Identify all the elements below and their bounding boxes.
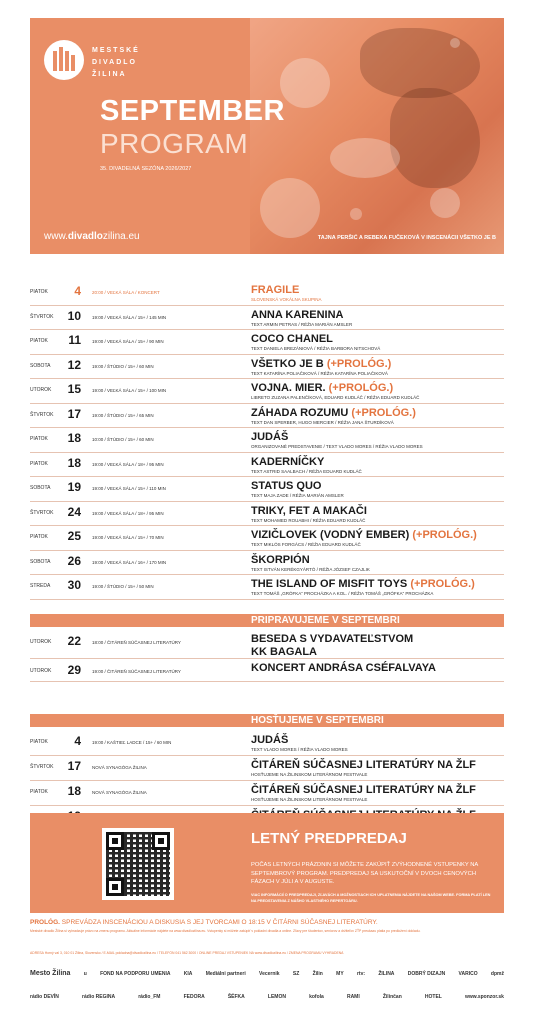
row-credits: TEXT VLADO MORES / RÉŽIA VLADO MORES	[251, 747, 348, 752]
row-credits: TEXT KATARÍNA POLIAČIKOVÁ / RÉŽIA KATARÍNA POLIAČIKOVÁ	[251, 370, 388, 376]
show-name: THE ISLAND OF MISFIT TOYS	[251, 578, 408, 590]
row-day: UTOROK	[30, 668, 52, 674]
program-row[interactable]	[30, 428, 504, 453]
prolog-badge: (+PROLÓG.)	[412, 529, 477, 541]
page-title: SEPTEMBER	[100, 95, 285, 127]
row-title[interactable]	[251, 358, 391, 370]
row-credits: TEXT ASTRID SAALBACH / RÉŽIA EDUARD KUDLÁČ	[251, 468, 362, 474]
row-day: STREDA	[30, 583, 51, 589]
row-title[interactable]	[251, 407, 416, 419]
theatre-logo[interactable]	[44, 40, 84, 80]
show-name: TRIKY, FET A MAKAČI	[251, 504, 367, 517]
program-row[interactable]	[30, 453, 504, 478]
page-subtitle: PROGRAM	[100, 128, 249, 159]
row-day: SOBOTA	[30, 558, 51, 565]
row-day: ŠTVRTOK	[30, 509, 54, 516]
program-row[interactable]	[30, 355, 504, 380]
row-date: 15	[67, 382, 81, 396]
row-credits: TEXT DANIELA BREZÁNIOVÁ / RÉŽIA BARBORA NITSCHOVÁ	[251, 346, 381, 351]
partner-logo[interactable]: rádio REGINA	[82, 994, 116, 1000]
show-name: JUDÁŠ	[251, 431, 289, 443]
row-info: 19:00 / VEĽKÁ SÁLA / 15+ / 110 MIN	[92, 486, 166, 491]
row-title[interactable]	[251, 456, 324, 468]
program-row[interactable]	[30, 306, 504, 331]
row-title[interactable]: BESEDA S VYDAVATEĽSTVOM	[251, 633, 414, 645]
row-day: PIATOK	[30, 289, 48, 295]
partner-logo[interactable]: dpmž	[490, 970, 504, 977]
show-name: VIZIČLOVEK (VODNÝ EMBER)	[251, 529, 410, 541]
row-credits: SLOVENSKÁ VOKÁLNA SKUPINA	[251, 297, 322, 302]
guest-row[interactable]	[30, 781, 504, 806]
row-date: 26	[67, 553, 81, 568]
row-title[interactable]	[251, 505, 367, 517]
row-day: PIATOK	[30, 739, 48, 745]
row-credits: HOSŤUJEME NA ŽILINSKOM LITERÁRNOM FESTIVALE	[251, 772, 368, 777]
partner-logo[interactable]: Žilinčan	[382, 994, 402, 1000]
row-title[interactable]	[251, 284, 299, 296]
row-info: 20:00 / VEĽKÁ SÁLA / KONCERT	[92, 290, 160, 295]
partner-logo[interactable]: u	[83, 970, 87, 977]
program-row[interactable]	[30, 575, 504, 600]
show-name: KADERNÍČKY	[251, 455, 325, 468]
prolog-badge: (+PROLÓG.)	[326, 357, 392, 370]
row-info: 19:00 / VEĽKÁ SÁLA / 18+ / 95 MIN	[92, 510, 164, 516]
row-day: UTOROK	[30, 387, 52, 393]
hero-banner	[30, 18, 504, 254]
program-row[interactable]	[30, 404, 504, 429]
partner-logo[interactable]: rádio DEVÍN	[30, 994, 59, 1000]
summer-note: VIAC INFORMÁCIÍ O PREDPREDAJI, ZĽAVÁCH A MOŽNOSTIACH ICH UPLATNENIA NÁJDETE NA NAŠOM WEBE. FORMA PLATÍ LEN NA PREDSTAVENIA Z NÁŠHO VLASTNÉHO REPERTOÁRU.	[251, 893, 491, 903]
partner-logo[interactable]: Vecernik	[259, 970, 280, 977]
row-title[interactable]	[251, 529, 477, 541]
summer-text: POČAS LETNÝCH PRÁZDNIN SI MÔŽETE ZAKÚPIŤ ZVÝHODNENÉ VSTUPENKY NA SEPTEMBROVÝ PROGRAM. PREDPREDAJ SA USKUTOČNÍ V DVOCH CENOVÝCH FÁZACH V JÚLI A V AUGUSTE.	[251, 862, 478, 885]
partner-logo[interactable]: DOBRÝ DIZAJN	[407, 970, 446, 977]
show-name: STATUS QUO	[251, 480, 322, 492]
row-date: 29	[67, 663, 81, 677]
show-name: VŠETKO JE B	[251, 357, 324, 370]
row-date: 17	[67, 759, 81, 773]
guest-row[interactable]	[30, 756, 504, 781]
row-credits: ORGANIZOVANÉ PREDSTAVENIE / TEXT VLADO MORES / RÉŽIA VLADO MORES	[251, 444, 423, 449]
row-date: 25	[67, 529, 81, 543]
row-info: 19:00 / VEĽKÁ SÁLA / 15+ / 100 MIN	[92, 388, 167, 393]
partner-logo[interactable]: Mesto Žilina	[30, 970, 71, 977]
row-date: 10	[67, 308, 81, 323]
row-title[interactable]	[251, 309, 343, 321]
guest-row[interactable]	[30, 731, 504, 756]
partner-logo[interactable]: kofola	[309, 994, 324, 1000]
contact-line: ADRESA Horný val 3, 010 01 Žilina, Slovensko / E-MAIL pokladna@divadlozilina.eu / TELEFÓN 041 562 3000 / ONLINE PREDAJ VSTUPENIEK NA www.divadlozilina.eu / ZMENA PROGRAMU VYHRADENÁ	[30, 951, 344, 955]
row-title[interactable]: JUDÁŠ	[251, 734, 289, 746]
program-row[interactable]	[30, 330, 504, 355]
program-row[interactable]	[30, 379, 504, 404]
row-info: NOVÁ SYNAGÓGA ŽILINA	[92, 765, 147, 770]
season-label: 35. DIVADELNÁ SEZÓNA 2026/2027	[100, 166, 192, 172]
row-info: 19:00 / VEĽKÁ SÁLA / 16+ / 170 MIN	[92, 559, 167, 565]
partner-logos-row1	[30, 970, 504, 977]
partner-logo[interactable]: SZ	[292, 970, 300, 977]
partner-logo[interactable]: rtv:	[356, 970, 366, 977]
prolog-badge: (+PROLÓG.)	[328, 382, 394, 394]
prepare-row[interactable]	[30, 660, 504, 682]
row-credits: TEXT ISTVÁN KERÉKGYÁRTÓ / RÉŽIA JÓZSEF CZAJLIK	[251, 566, 370, 572]
row-title[interactable]: KONCERT ANDRÁSA CSÉFALVAYA	[251, 662, 436, 674]
row-credits: TEXT DAN SPERBER, HUGO MERCIER / RÉŽIA JANA ŠTURDÍKOVÁ	[251, 419, 394, 425]
partner-logo[interactable]: ŠÉFKA	[227, 994, 245, 1000]
show-name: FRAGILE	[251, 284, 300, 296]
qr-code-icon[interactable]	[102, 828, 174, 900]
show-name: ZÁHADA ROZUMU	[251, 406, 349, 419]
row-day: SOBOTA	[30, 362, 51, 369]
row-date: 24	[67, 504, 81, 519]
row-credits: TEXT MAJA ZADE / RÉŽIA MARIÁN AMSLER	[251, 493, 344, 498]
prolog-badge: (+PROLÓG.)	[351, 406, 416, 419]
website-link[interactable]: www.divadlozilina.eu	[44, 231, 140, 242]
row-info: 19:00 / VEĽKÁ SÁLA / 15+ / 145 MIN	[92, 314, 167, 320]
program-row[interactable]	[30, 281, 504, 306]
prolog-info: PROLÓG. SPREVÁDZA INSCENÁCIOU A DISKUSIA S JEJ TVORCAMI O 18:15 V ČITÁRNI SÚČASNEJ LITERATÚRY.	[30, 919, 378, 926]
row-info: 19:00 / ŠTÚDIO / 15+ / 65 MIN	[92, 412, 154, 418]
row-title[interactable]	[251, 333, 333, 345]
row-date: 4	[74, 284, 81, 298]
row-day: UTOROK	[30, 639, 52, 645]
row-day: PIATOK	[30, 534, 48, 540]
fine-print: Mestské divadlo Žilina si vyhradzuje právo na zmenu programu. Aktuálne informácie nájdete na www.divadlozilina.eu. Vstupenky si môžete zakúpiť v pokladni divadla a online. Zľavy pre študentov, seniorov a držiteľov ZŤP preukazu platia po predložení dokladu.	[30, 929, 421, 933]
partner-logo[interactable]: www.sponzor.sk	[464, 994, 504, 1000]
row-date: 30	[67, 578, 81, 592]
partner-logo[interactable]: Mediálni partneri	[205, 970, 246, 977]
row-credits: TEXT ARMIN PETRAS / RÉŽIA MARIÁN AMSLER	[251, 321, 353, 327]
row-title[interactable]: ČITÁREŇ SÚČASNEJ LITERATÚRY NA ŽLF	[251, 784, 476, 796]
program-row[interactable]	[30, 526, 504, 551]
row-info: 19:00 / VEĽKÁ SÁLA / 15+ / 70 MIN	[92, 535, 164, 540]
row-info: 19:00 / VEĽKÁ SÁLA / 15+ / 90 MIN	[92, 339, 164, 344]
prepare-row[interactable]	[30, 631, 504, 659]
row-credits: TEXT MOHAMED ROUABHI / RÉŽIA EDUARD KUDLÁČ	[251, 517, 366, 523]
partner-logo[interactable]: ŽILINA	[378, 970, 395, 977]
row-credits: LIBRETO ZUZANA PALENČÍKOVÁ, EDUARD KUDLÁČ / RÉŽIA EDUARD KUDLÁČ	[251, 395, 420, 400]
row-day: ŠTVRTOK	[30, 313, 54, 320]
prolog-badge: (+PROLÓG.)	[410, 578, 475, 590]
show-name: VOJNA. MIER.	[251, 382, 326, 394]
row-date: 19	[67, 480, 81, 494]
row-date: 11	[68, 333, 81, 347]
logo-text: MESTSKÉ DIVADLO ŽILINA	[92, 47, 140, 78]
row-info: 10:00 / ŠTÚDIO / 15+ / 60 MIN	[92, 437, 154, 442]
row-day: PIATOK	[30, 789, 48, 795]
row-day: SOBOTA	[30, 485, 51, 491]
row-title[interactable]	[251, 382, 393, 394]
row-day: ŠTVRTOK	[30, 411, 54, 418]
row-date: 22	[67, 634, 81, 648]
partner-logo[interactable]: RAMI	[346, 994, 360, 1000]
row-date: 17	[67, 406, 81, 421]
row-info: 19:00 / VEĽKÁ SÁLA / 18+ / 95 MIN	[92, 461, 164, 467]
row-title[interactable]: ČITÁREŇ SÚČASNEJ LITERATÚRY NA ŽLF	[251, 759, 476, 771]
partner-logo[interactable]: FEDORA	[183, 994, 205, 1000]
row-date: 4	[74, 734, 81, 748]
row-date: 18	[67, 455, 81, 470]
hero-photo	[250, 18, 504, 254]
row-title[interactable]	[251, 554, 310, 566]
row-title[interactable]	[251, 480, 321, 492]
row-date: 18	[67, 431, 81, 445]
partner-logo[interactable]: Žilin	[312, 970, 323, 977]
row-day: PIATOK	[30, 338, 48, 344]
row-date: 18	[67, 784, 81, 798]
show-name: ŠKORPIÓN	[251, 553, 310, 566]
row-info: 19:00 / ČITÁREŇ SÚČASNEJ LITERATÚRY	[92, 669, 181, 674]
program-row[interactable]	[30, 502, 504, 527]
row-title[interactable]	[251, 578, 475, 590]
partner-logo[interactable]: LEMON	[267, 994, 286, 1000]
show-name: COCO CHANEL	[251, 333, 333, 345]
row-info: 19:00 / ŠTÚDIO / 15+ / 50 MIN	[92, 584, 154, 589]
row-day: PIATOK	[30, 460, 48, 467]
summer-title: LETNÝ PREDPREDAJ	[251, 830, 407, 847]
section-band-guest: HOSŤUJEME V SEPTEMBRI	[30, 714, 504, 727]
row-credits: HOSŤUJEME NA ŽILINSKOM LITERÁRNOM FESTIVALE	[251, 797, 368, 802]
partner-logo[interactable]: FOND NA PODPORU UMENIA	[100, 970, 171, 977]
partner-logo[interactable]: KIA	[183, 970, 193, 977]
program-row[interactable]	[30, 477, 504, 502]
row-info: 19:00 / ŠTÚDIO / 15+ / 60 MIN	[92, 363, 154, 369]
row-credits: TEXT MIKLÓS FORGÁCS / RÉŽIA EDUARD KUDLÁČ	[251, 542, 361, 547]
program-row[interactable]	[30, 551, 504, 576]
row-date: 12	[67, 357, 81, 372]
row-info: 19:00 / KAŠTIEĽ LADCE / 15+ / 60 MIN	[92, 740, 172, 745]
row-info: NOVÁ SYNAGÓGA ŽILINA	[92, 790, 147, 795]
partner-logo[interactable]: rádio_FM	[138, 994, 161, 1000]
row-title-line2: KK BAGALA	[251, 646, 317, 658]
summer-presale	[30, 813, 504, 913]
partner-logos-row2	[30, 994, 504, 1000]
row-day: PIATOK	[30, 436, 48, 442]
row-title[interactable]	[251, 431, 288, 443]
photo-credit: TAJNA PERŠIĆ A REBEKA FUČEKOVÁ V INSCENÁCII VŠETKO JE B	[317, 235, 496, 241]
partner-logo[interactable]: MY	[336, 970, 344, 977]
partner-logo[interactable]: VARICO	[458, 970, 478, 977]
section-band-prepare: PRIPRAVUJEME V SEPTEMBRI	[30, 614, 504, 627]
show-name: ANNA KARENINA	[251, 308, 344, 321]
row-info: 18:00 / ČITÁREŇ SÚČASNEJ LITERATÚRY	[92, 640, 181, 645]
row-credits: TEXT TOMÁŠ „GRÓFKA“ PROCHÁZKA A KOL. / RÉŽIA TOMÁŠ „GRÓFKA“ PROCHÁZKA	[251, 591, 434, 596]
partner-logo[interactable]: HOTEL	[424, 994, 442, 1000]
row-day: ŠTVRTOK	[30, 764, 54, 770]
